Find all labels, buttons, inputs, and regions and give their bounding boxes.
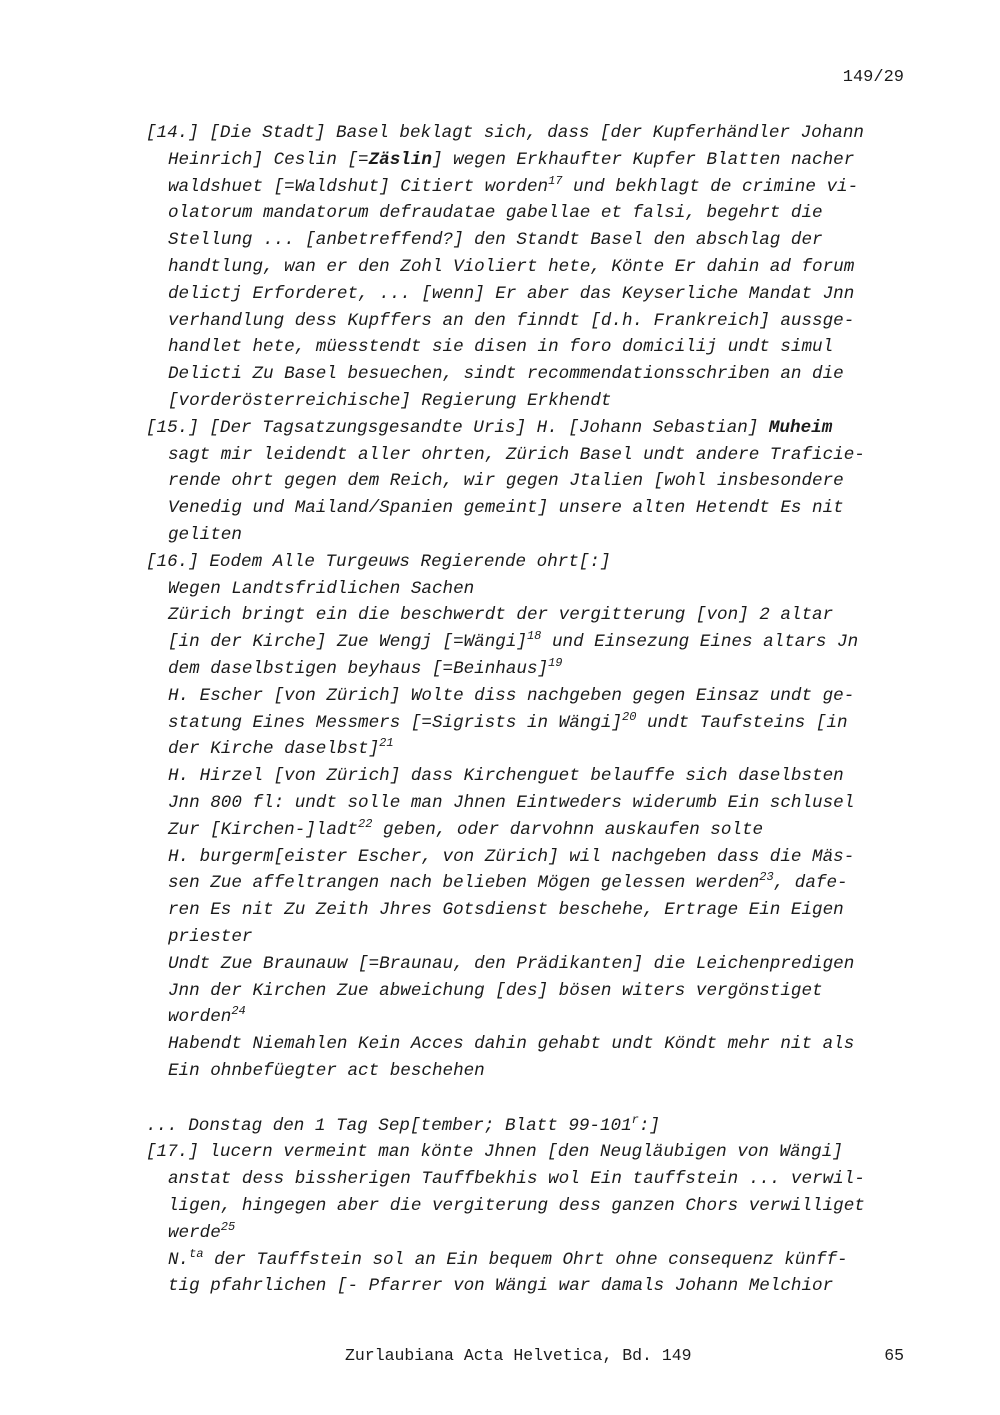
text-line: H. burgerm[eister Escher, von Zürich] wil nachgeben dass die Mäs- (168, 846, 855, 867)
footnote-ref: 23 (759, 870, 774, 885)
text-line: handlet hete, müesstendt sie disen in foro domicilij undt simul (168, 337, 834, 358)
text-line: rende ohrt gegen dem Reich, wir gegen Jtalien [wohl insbesondere (168, 471, 844, 492)
text-line: olatorum mandatorum defraudatae gabellae et falsi, begehrt die (168, 203, 823, 224)
abbreviation-superscript: ta (189, 1246, 204, 1261)
text-line: werde$^{25}$ (168, 1219, 236, 1243)
footnote-ref: 25 (220, 1219, 236, 1234)
text-line: [14.] [Die Stadt] Basel beklagt sich, dass [der Kupferhändler Johann (146, 123, 864, 143)
text-line: H. Hirzel [von Zürich] dass Kirchenguet belauffe sich daselbsten (168, 766, 844, 787)
text-line: ... Donstag den 1 Tag Sep[tember; Blatt 99-101$^r$:] (146, 1112, 660, 1136)
text-line: priester (168, 926, 253, 947)
text-line: N.$^{ta}$ der Tauffstein sol an Ein bequem Ohrt ohne consequenz künff- (168, 1246, 848, 1270)
text-line: ren Es nit Zu Zeith Jhres Gotsdienst beschehe, Ertrage Ein Eigen (168, 900, 844, 921)
text-line: Zürich bringt ein die beschwerdt der vergitterung [von] 2 altar (168, 605, 834, 626)
footnote-ref: 17 (548, 173, 563, 188)
folio-number: 149/29 (842, 68, 904, 87)
text-line: H. Escher [von Zürich] Wolte diss nachgeben gegen Einsaz undt ge- (168, 685, 855, 706)
text-line: geliten (168, 524, 242, 545)
footnote-ref: 19 (548, 655, 563, 670)
text-line: statung Eines Messmers [=Sigrists in Wängi]$^{20}$ undt Taufsteins [in (168, 709, 848, 733)
publication-title: Zurlaubiana Acta Helvetica, Bd. 149 (345, 1346, 692, 1365)
section-gap (146, 1085, 916, 1113)
text-line: Jnn der Kirchen Zue abweichung [des] bösen witers vergönstiget (168, 980, 823, 1001)
text-line: Undt Zue Braunauw [=Braunau, den Prädikanten] die Leichenpredigen (168, 953, 855, 974)
text-line: Heinrich] Ceslin [=Zäslin] wegen Erkhaufter Kupfer Blatten nacher (168, 149, 855, 170)
text-line: Wegen Landtsfridlichen Sachen (168, 578, 475, 599)
text-line: waldshuet [=Waldshut] Citiert worden$^{17}$ und bekhlagt de crimine vi- (168, 173, 859, 197)
text-line: tig pfahrlichen [- Pfarrer von Wängi war damals Johann Melchior (168, 1276, 834, 1297)
text-line: ligen, hingegen aber die vergiterung dess ganzen Chors verwilliget (168, 1196, 865, 1217)
footnote-ref: 22 (358, 816, 373, 831)
text-line: Venedig und Mailand/Spanien gemeint] unsere alten Hetendt Es nit (168, 498, 844, 519)
footnote-ref: 24 (231, 1004, 246, 1019)
text-line: verhandlung dess Kupffers an den finndt [d.h. Frankreich] aussge- (168, 310, 855, 331)
text-line: [in der Kirche] Zue Wengj [=Wängi]$^{18}$ und Einsezung Eines altars Jn (168, 629, 859, 653)
name-emphasis: Muheim (768, 417, 833, 438)
text-line: handtlung, wan er den Zohl Violiert hete, Könte Er dahin ad forum (168, 256, 855, 277)
document-body (146, 120, 916, 1300)
text-line: delictj Erforderet, ... [wenn] Er aber das Keyserliche Mandat Jnn (168, 283, 855, 304)
text-line: sagt mir leidendt aller ohrten, Zürich Basel undt andere Traficie- (168, 444, 865, 465)
text-line: Stellung ... [anbetreffend?] den Standt Basel den abschlag der (168, 230, 823, 251)
footnote-ref: 20 (622, 709, 637, 724)
text-line: Delicti Zu Basel besuechen, sindt recommendationsschriben an die (168, 364, 844, 385)
text-line: Zur [Kirchen-]ladt$^{22}$ geben, oder darvohnn auskaufen solte (168, 816, 764, 840)
text-line: [16.] Eodem Alle Turgeuws Regierende ohrt[:] (146, 551, 611, 572)
text-line: [17.] lucern vermeint man könte Jhnen [den Neugläubigen von Wängi] (146, 1142, 843, 1163)
text-line: dem daselbstigen beyhaus [=Beinhaus]$^{19}$ (168, 655, 563, 679)
name-emphasis: Zäslin (368, 149, 432, 170)
footnote-ref: 21 (379, 736, 394, 751)
text-line: Habendt Niemahlen Kein Acces dahin gehabt undt Köndt mehr nit als (168, 1034, 855, 1055)
footnote-ref: 18 (526, 629, 542, 644)
text-line: Ein ohnbefüegter act beschehen (168, 1060, 485, 1081)
text-line: anstat dess bissherigen Tauffbekhis wol Ein tauffstein ... verwil- (168, 1169, 865, 1190)
text-line: [15.] [Der Tagsatzungsgesandte Uris] H. [Johann Sebastian] Muheim (146, 417, 833, 438)
text-line: der Kirche daselbst]$^{21}$ (168, 736, 394, 760)
text-line: worden$^{24}$ (168, 1004, 246, 1028)
folio-superscript: r (631, 1112, 639, 1127)
text-line: sen Zue affeltrangen nach belieben Mögen gelessen werden$^{23}$, dafe- (168, 870, 848, 894)
text-line: Jnn 800 fl: undt solle man Jhnen Eintweders widerumb Ein schlusel (168, 792, 855, 813)
page-number: 65 (884, 1346, 904, 1365)
text-line: [vorderösterreichische] Regierung Erkhendt (168, 390, 612, 411)
